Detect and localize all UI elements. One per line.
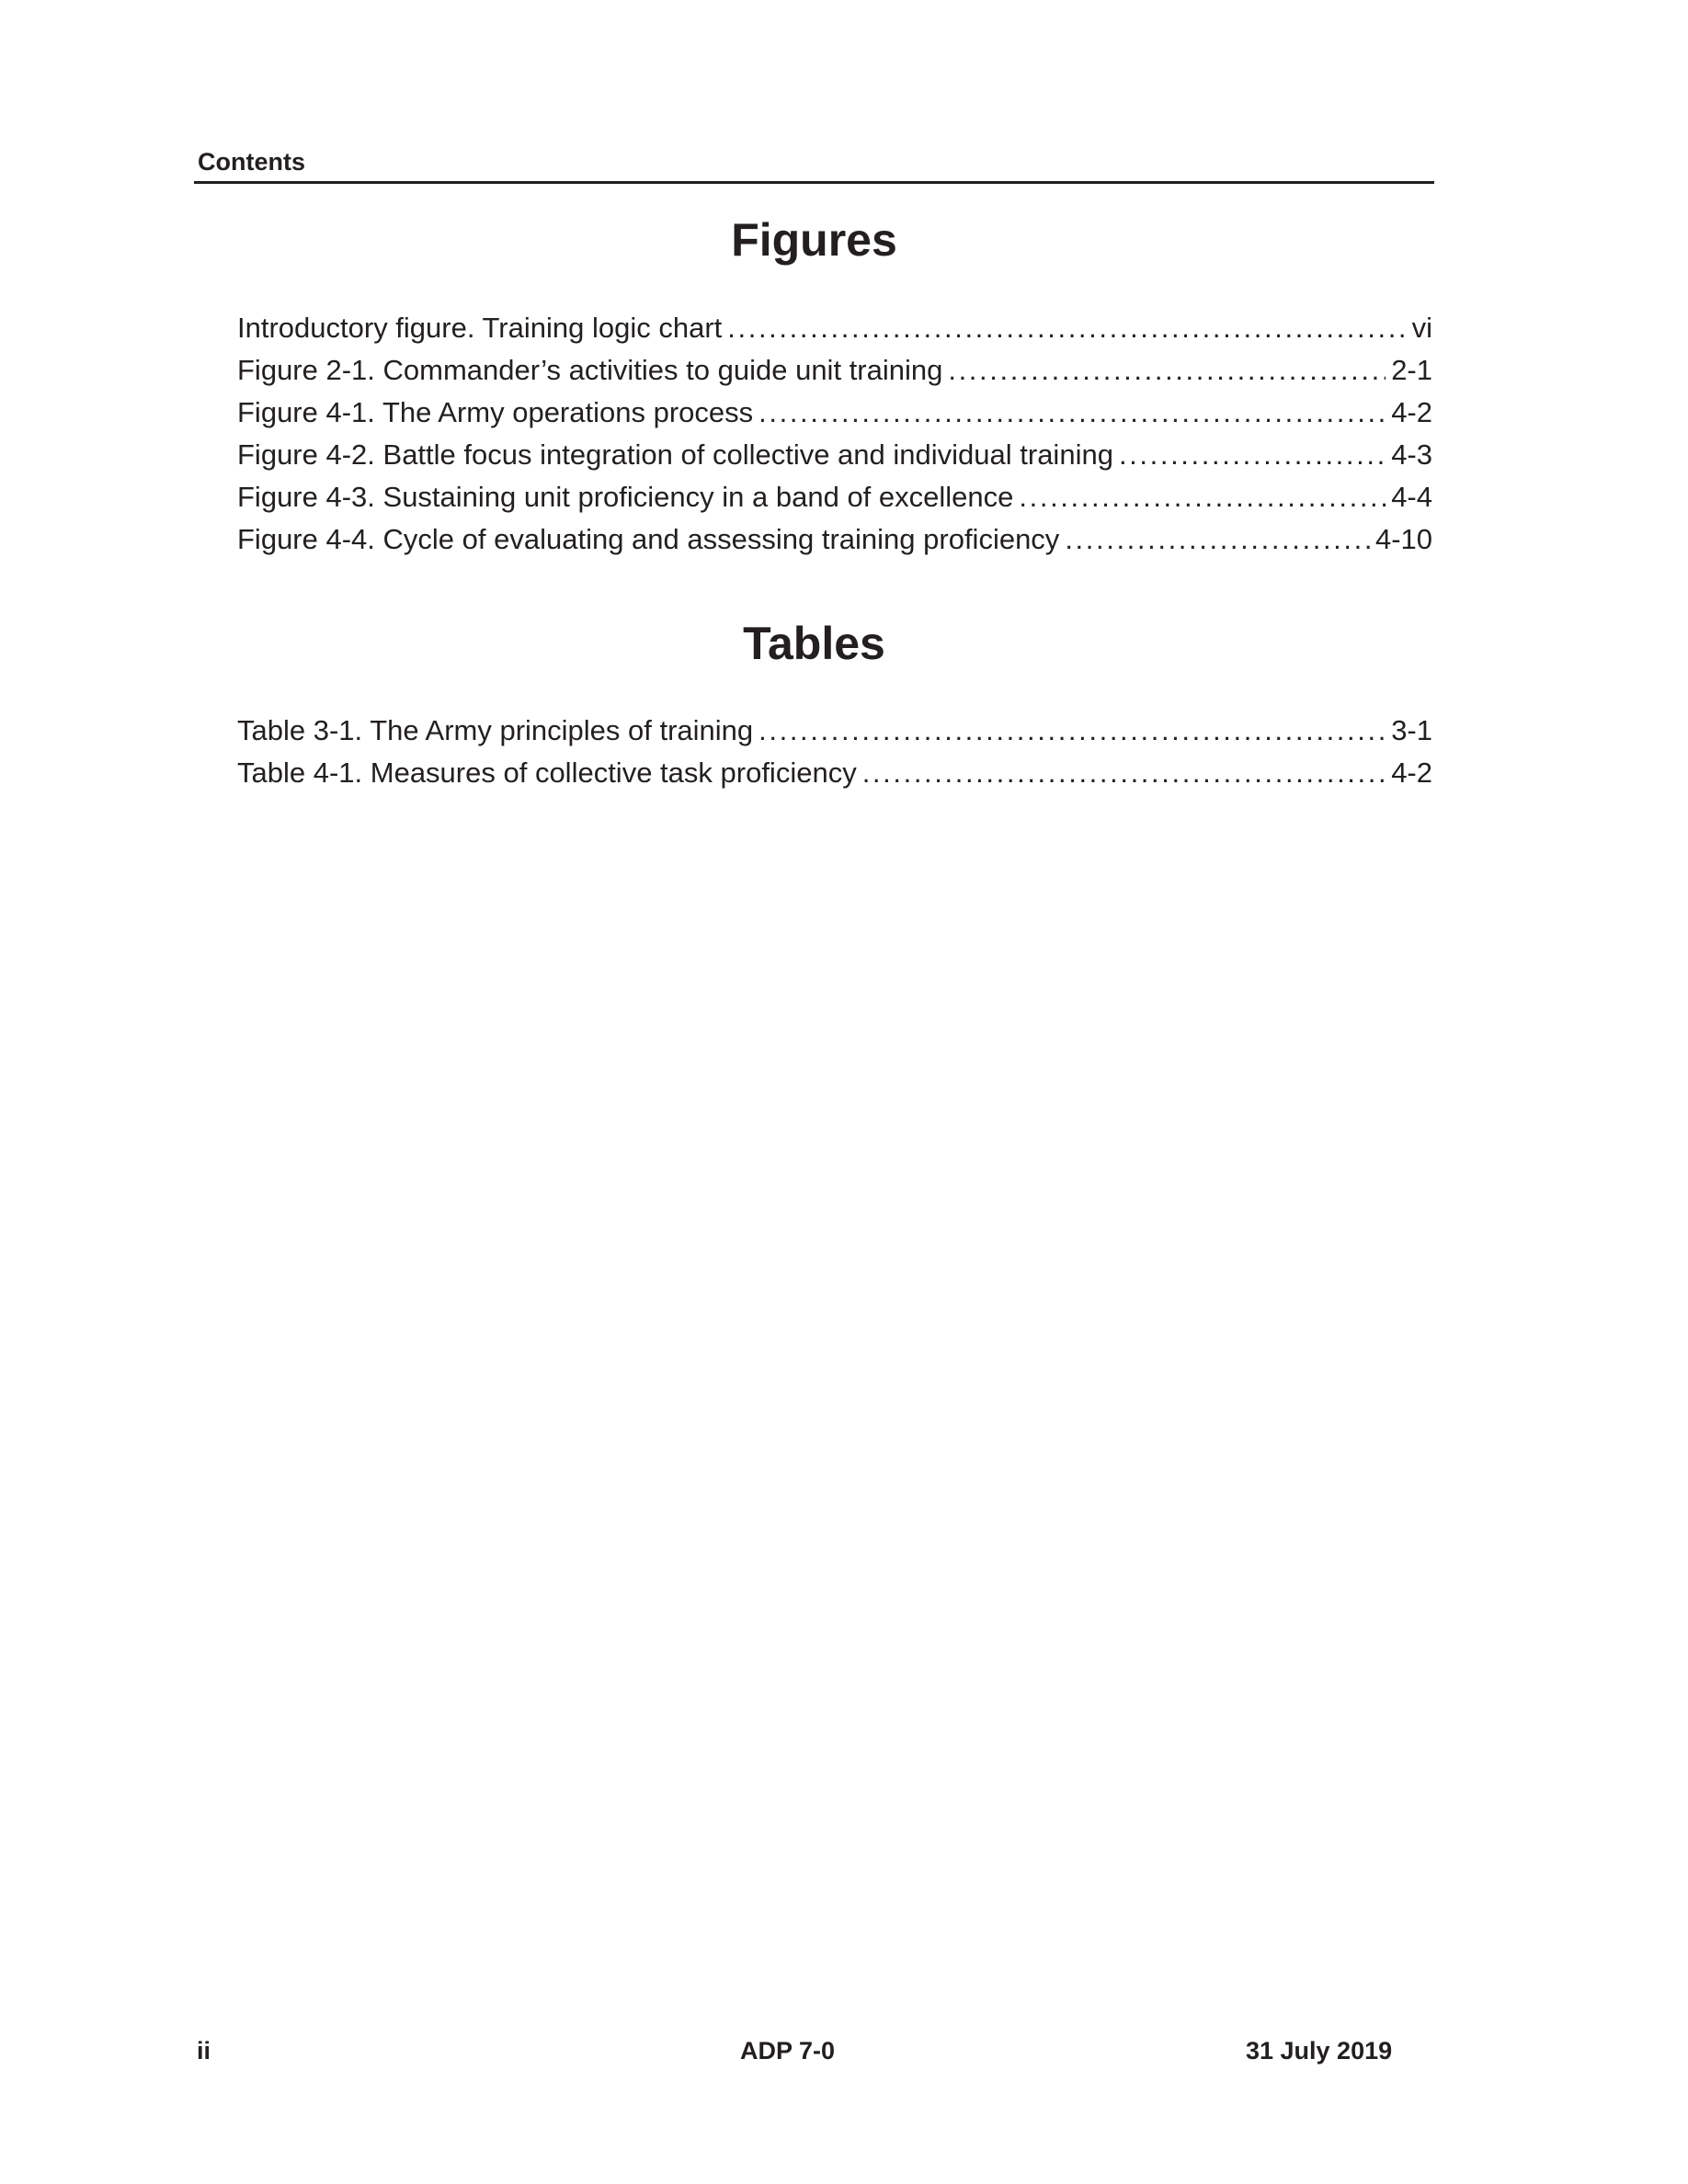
dot-leader: [1019, 476, 1386, 518]
entry-title: Figure 2-1. Commander’s activities to guide unit training: [237, 354, 943, 386]
tables-list: [237, 710, 1432, 794]
entry-title: Figure 4-2. Battle focus integration of collective and individual training: [237, 438, 1113, 471]
running-head: [194, 148, 1434, 184]
entry-title: Table 4-1. Measures of collective task proficiency: [237, 756, 857, 789]
entry-page-number: 4-2: [1391, 396, 1432, 428]
entry-page-number: 3-1: [1391, 714, 1432, 746]
entry-page-number: 4-2: [1391, 756, 1432, 789]
entry-page-number: vi: [1411, 312, 1432, 344]
dot-leader: [727, 307, 1406, 349]
running-head-label: Contents: [198, 148, 305, 176]
dot-leader: [758, 710, 1386, 752]
dot-leader: [758, 392, 1386, 434]
table-entry[interactable]: [237, 752, 1432, 794]
table-entry[interactable]: [237, 710, 1432, 752]
figure-entry[interactable]: [237, 349, 1432, 392]
dot-leader: [948, 349, 1386, 392]
footer-page-number: ii: [197, 2037, 211, 2065]
figure-entry[interactable]: [237, 518, 1432, 561]
figures-list: [237, 307, 1432, 561]
footer-date: 31 July 2019: [1246, 2037, 1393, 2065]
figure-entry[interactable]: [237, 307, 1432, 349]
figure-entry[interactable]: [237, 434, 1432, 476]
figure-entry[interactable]: [237, 476, 1432, 518]
entry-title: Figure 4-3. Sustaining unit proficiency in a band of excellence: [237, 481, 1014, 513]
dot-leader: [1065, 518, 1370, 561]
entry-page-number: 4-4: [1391, 481, 1432, 513]
tables-heading: Tables: [743, 618, 885, 669]
footer-publication: ADP 7-0: [740, 2037, 836, 2065]
figures-heading: Figures: [731, 214, 897, 266]
entry-title: Introductory figure. Training logic chart: [237, 312, 723, 344]
entry-title: Figure 4-1. The Army operations process: [237, 396, 754, 428]
entry-page-number: 4-3: [1391, 438, 1432, 471]
entry-page-number: 4-10: [1374, 523, 1432, 555]
entry-page-number: 2-1: [1391, 354, 1432, 386]
figure-entry[interactable]: [237, 392, 1432, 434]
entry-title: Figure 4-4. Cycle of evaluating and assessing training proficiency: [237, 523, 1060, 555]
dot-leader: [862, 752, 1386, 794]
entry-title: Table 3-1. The Army principles of training: [237, 714, 754, 746]
dot-leader: [1119, 434, 1386, 476]
